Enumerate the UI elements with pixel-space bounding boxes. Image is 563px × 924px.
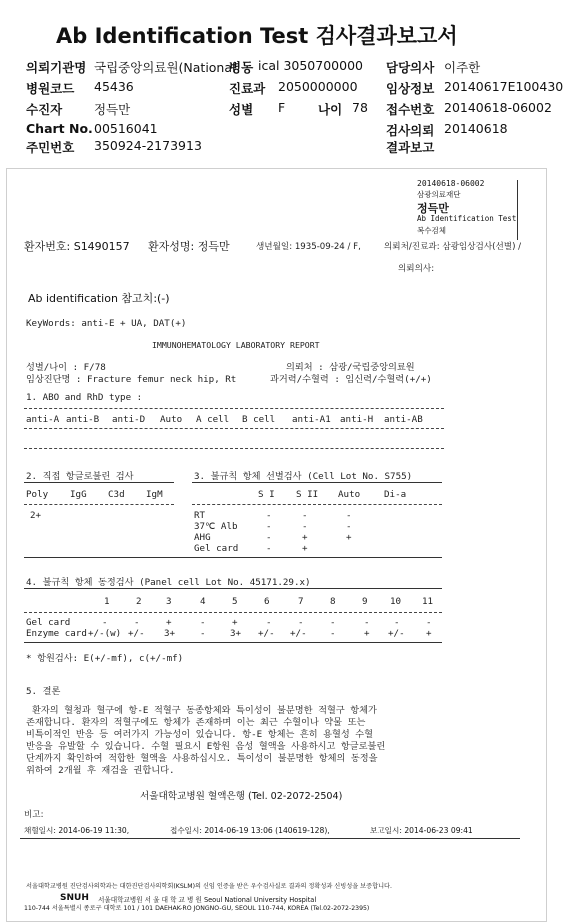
dat-poly-value: 2+ [30, 510, 42, 521]
panel-col: 7 [298, 596, 304, 607]
panel-col: 6 [264, 596, 270, 607]
panel-cell: 3+ [164, 628, 176, 639]
value-hospital-code: 45436 [94, 79, 134, 94]
abo-col-anti-a: anti-A [26, 414, 60, 425]
keywords: KeyWords: anti-E + UA, DAT(+) [26, 318, 187, 329]
panel-col: 11 [422, 596, 434, 607]
screen-cell: + [302, 543, 308, 554]
screen-col-auto: Auto [338, 489, 361, 500]
panel-cell: - [364, 617, 370, 628]
screen-cell: + [302, 532, 308, 543]
panel-mid-line [24, 612, 442, 613]
panel-cell: +/- [128, 628, 145, 639]
abo-bottom-line [24, 448, 444, 449]
section-abo-title: 1. ABO and RhD type : [26, 392, 143, 403]
conclusion-line: 반응을 유발할 수 있습니다. 수혈 필요시 E항원 음성 혈액을 사용하시고 항글로불린 [26, 741, 386, 752]
label-patient-name: 정득만 [417, 202, 449, 215]
section-screen-title: 3. 불규칙 항체 선별검사 (Cell Lot No. S755) [194, 471, 413, 482]
screen-cell: - [346, 510, 352, 521]
panel-cell: +/-(w) [88, 628, 122, 639]
patient-birth: 생년월일: 1935-09-24 / F, [256, 242, 361, 252]
screen-cell: - [346, 521, 352, 532]
screen-col-s2: S II [296, 489, 319, 500]
value-institution: 국립중앙의료원(National [94, 60, 236, 75]
value-department: 2050000000 [278, 79, 358, 94]
label-test-name: Ab Identification Test [417, 214, 517, 223]
panel-cell: - [330, 617, 336, 628]
label-result-report: 결과보고 [386, 140, 435, 155]
lab-report-heading: IMMUNOHEMATOLOGY LABORATORY REPORT [152, 340, 320, 350]
label-ward: 병동 [229, 60, 254, 75]
value-resident-no: 350924-2173913 [94, 138, 202, 153]
certification-note: 서울대학교병원 진단검사의학과는 대한진단검사의학회(KSLM)의 신임 인증을 받은 우수검사실로 결과의 정확성과 신빙성을 보증합니다. [26, 883, 392, 890]
section-dat-title: 2. 직접 항글로불린 검사 [26, 471, 134, 482]
section-conclusion-title: 5. 결론 [26, 686, 61, 697]
patient-institution: 의뢰처/진료과: 삼광임상검사(선별) / [384, 242, 522, 252]
value-doctor: 이주한 [444, 60, 481, 75]
transfusion-history: 과거력/수혈력 : 임신력/수혈력(+/+) [270, 374, 432, 385]
screen-top-line [192, 482, 442, 483]
panel-cell: 3+ [230, 628, 242, 639]
label-specimen-type: 복수검체 [417, 226, 446, 235]
panel-col: 3 [166, 596, 172, 607]
screen-cell: - [266, 510, 272, 521]
label-lab-name: 삼광의료재단 [417, 190, 461, 199]
reference-value: Ab identification 참고치:(-) [28, 292, 170, 305]
value-clinical-info: 20140617E100430 [444, 79, 563, 94]
screen-cell: - [302, 510, 308, 521]
screen-row-label: 37℃ Alb [194, 521, 238, 532]
scanned-report [6, 168, 547, 922]
hospital-address: 110-744 서울특별시 종로구 대학로 101 / 101 DAEHAK-RO JONGNO-GU, SEOUL 110-744, KOREA (Tel.02-2072-2395) [24, 905, 370, 912]
dat-top-line [24, 482, 174, 483]
referring-hospital: 의뢰처 : 삼광/국립중앙의료원 [286, 362, 415, 373]
panel-row-label: Enzyme card [26, 628, 87, 639]
panel-col: 2 [136, 596, 142, 607]
abo-mid-line [24, 428, 444, 429]
panel-top-line [24, 588, 442, 589]
screen-mid-line [192, 504, 442, 505]
blood-bank-contact: 서울대학교병원 혈액은행 (Tel. 02-2072-2504) [140, 791, 343, 802]
stamp-divider [517, 180, 518, 240]
panel-cell: +/- [388, 628, 405, 639]
panel-col: 5 [232, 596, 238, 607]
collection-time: 채혈일시: 2014-06-19 11:30, [24, 826, 130, 835]
value-request-date: 20140618 [444, 121, 508, 136]
dat-col-c3d: C3d [108, 489, 125, 500]
value-patient: 정득만 [94, 102, 131, 117]
abo-top-line [24, 408, 444, 409]
dat-mid-line [24, 504, 174, 505]
panel-cell: +/- [290, 628, 307, 639]
label-hospital-code: 병원코드 [26, 81, 75, 96]
report-time: 보고일시: 2014-06-23 09:41 [370, 826, 473, 835]
value-ward: ical 3050700000 [258, 58, 363, 73]
screen-cell: - [266, 543, 272, 554]
dat-col-igg: IgG [70, 489, 87, 500]
patient-doctor: 의뢰의사: [398, 264, 435, 274]
panel-col: 10 [390, 596, 402, 607]
label-patient: 수진자 [26, 102, 63, 117]
abo-col-auto: Auto [160, 414, 183, 425]
label-chart-no: Chart No. [26, 121, 93, 136]
label-institution: 의뢰기관명 [26, 60, 87, 75]
abo-col-anti-d: anti-D [112, 414, 146, 425]
abo-col-anti-h: anti-H [340, 414, 374, 425]
label-accession-no: 20140618-06002 [417, 179, 485, 188]
section-panel-title: 4. 불규칙 항체 동정검사 (Panel cell Lot No. 45171.29.x) [26, 577, 311, 588]
screen-row-label: RT [194, 510, 206, 521]
panel-cell: - [102, 617, 108, 628]
label-age: 나이 [318, 102, 343, 117]
panel-col: 4 [200, 596, 206, 607]
label-doctor: 담당의사 [386, 60, 435, 75]
panel-cell: - [426, 617, 432, 628]
panel-cell: - [330, 628, 336, 639]
abo-col-anti-b: anti-B [66, 414, 100, 425]
screen-col-s1: S I [258, 489, 275, 500]
section-2-3-bottom-line [24, 557, 442, 558]
panel-cell: + [232, 617, 238, 628]
hospital-name: 서울대학교병원 서 울 대 학 교 병 원 Seoul National University Hospital [98, 896, 317, 904]
conclusion-line: 비특이적인 반응 등 여러가지 가능성이 있습니다. 항-E 항체는 흔히 용혈성 수혈 [26, 729, 374, 740]
snuh-logo: SNUH [60, 893, 89, 903]
value-age: 78 [352, 100, 368, 115]
screen-cell: - [266, 521, 272, 532]
abo-col-a-cell: A cell [196, 414, 230, 425]
panel-cell: - [200, 628, 206, 639]
panel-bottom-line [24, 642, 442, 643]
patient-name: 환자성명: 정득만 [148, 240, 230, 253]
panel-cell: - [394, 617, 400, 628]
abo-col-anti-ab: anti-AB [384, 414, 423, 425]
value-chart-no: 00516041 [94, 121, 158, 136]
specimen-label [405, 175, 542, 267]
dat-col-poly: Poly [26, 489, 49, 500]
panel-col: 1 [104, 596, 110, 607]
sex-age: 성별/나이 : F/78 [26, 362, 106, 373]
screen-cell: - [266, 532, 272, 543]
conclusion-line: 환자의 혈청과 혈구에 항-E 적혈구 동종항체와 특이성이 불분명한 적혈구 항체가 [32, 705, 377, 716]
label-resident-no: 주민번호 [26, 140, 75, 155]
panel-cell: + [426, 628, 432, 639]
panel-cell: - [266, 617, 272, 628]
panel-col: 9 [362, 596, 368, 607]
abo-col-anti-a1: anti-A1 [292, 414, 331, 425]
antigen-test: * 항원검사: E(+/-mf), c(+/-mf) [26, 653, 184, 664]
footer-separator [20, 838, 520, 839]
screen-row-label: Gel card [194, 543, 239, 554]
abo-col-b-cell: B cell [242, 414, 276, 425]
remarks-label: 비고: [24, 810, 44, 820]
patient-regno: 환자번호: S1490157 [24, 240, 130, 253]
panel-cell: +/- [258, 628, 275, 639]
screen-cell: - [302, 521, 308, 532]
label-clinical-info: 임상정보 [386, 81, 435, 96]
document-title: Ab Identification Test 검사결과보고서 [56, 24, 458, 48]
panel-cell: + [364, 628, 370, 639]
label-request-date: 검사의뢰 [386, 123, 435, 138]
value-accession: 20140618-06002 [444, 100, 552, 115]
screen-col-dia: Di-a [384, 489, 407, 500]
value-sex: F [278, 100, 286, 115]
panel-row-label: Gel card [26, 617, 71, 628]
conclusion-line: 위하여 2개월 후 재검을 권합니다. [26, 765, 175, 776]
panel-cell: - [134, 617, 140, 628]
conclusion-line: 존재합니다. 환자의 적혈구에도 항체가 존재하며 이는 최근 수혈이나 약물 또는 [26, 717, 366, 728]
panel-col: 8 [330, 596, 336, 607]
conclusion-line: 단계까지 확인하여 적합한 혈액을 사용하십시오. 특이성이 불분명한 항체의 동정을 [26, 753, 378, 764]
dat-col-igm: IgM [146, 489, 163, 500]
label-department: 진료과 [229, 81, 266, 96]
panel-cell: + [166, 617, 172, 628]
screen-cell: + [346, 532, 352, 543]
panel-cell: - [298, 617, 304, 628]
panel-cell: - [200, 617, 206, 628]
label-accession: 접수번호 [386, 102, 435, 117]
receipt-time: 접수일시: 2014-06-19 13:06 (140619-128), [170, 826, 330, 835]
screen-row-label: AHG [194, 532, 211, 543]
clinical-diagnosis: 임상진단명 : Fracture femur neck hip, Rt [26, 374, 237, 385]
label-sex: 성별 [229, 102, 254, 117]
